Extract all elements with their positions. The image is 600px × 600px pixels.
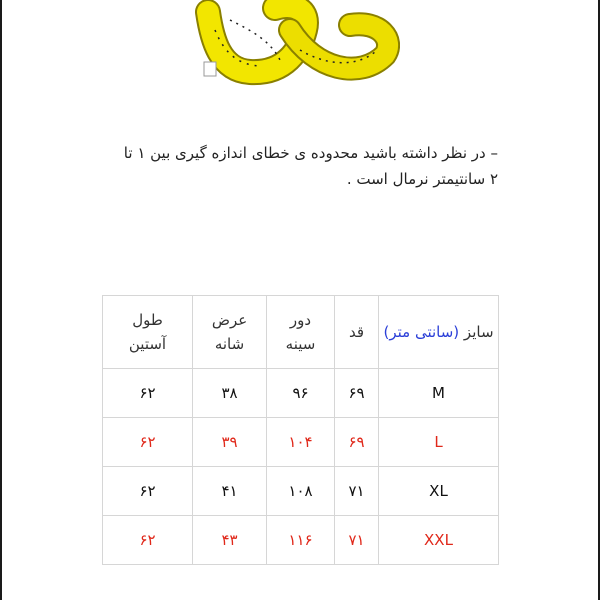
cell-shoulder: ۳۸ [193, 369, 267, 418]
cell-height: ۶۹ [335, 418, 379, 467]
table-row-m [103, 369, 499, 418]
cell-chest: ۱۱۶ [267, 516, 335, 565]
cell-shoulder: ۴۱ [193, 467, 267, 516]
table-row-xxl [103, 516, 499, 565]
cell-chest: ۹۶ [267, 369, 335, 418]
cell-sleeve: ۶۲ [103, 369, 193, 418]
cell-size: L [379, 418, 499, 467]
cell-size: XXL [379, 516, 499, 565]
measurement-error-note [100, 140, 498, 192]
cell-size: M [379, 369, 499, 418]
cell-shoulder: ۳۹ [193, 418, 267, 467]
header-sleeve [103, 296, 193, 369]
cell-size: XL [379, 467, 499, 516]
left-frame-border [0, 0, 2, 600]
cell-sleeve: ۶۲ [103, 467, 193, 516]
cell-height: ۷۱ [335, 467, 379, 516]
cell-height: ۷۱ [335, 516, 379, 565]
header-shoulder [193, 296, 267, 369]
cell-chest: ۱۰۸ [267, 467, 335, 516]
cell-sleeve: ۶۲ [103, 418, 193, 467]
note-line-1: – در نظر داشته باشید محدوده ی خطای اندازه گیری بین ۱ تا [123, 144, 498, 162]
cell-shoulder: ۴۳ [193, 516, 267, 565]
header-sleeve-text: طول آستین [128, 311, 167, 353]
cell-sleeve: ۶۲ [103, 516, 193, 565]
header-chest-text: دور سینه [285, 311, 316, 353]
table-header-row [103, 296, 499, 369]
cell-chest: ۱۰۴ [267, 418, 335, 467]
header-shoulder-text: عرض شانه [211, 311, 248, 353]
header-chest [267, 296, 335, 369]
header-height: قد [335, 296, 379, 369]
header-size-prefix: سایز [463, 323, 494, 341]
cell-height: ۶۹ [335, 369, 379, 418]
measuring-tape-icon [100, 0, 400, 86]
table-row-xl [103, 467, 499, 516]
header-size-unit: (سانتی متر) [383, 323, 460, 341]
measuring-tape-image [100, 0, 400, 86]
note-line-2: ۲ سانتیمتر نرمال است . [346, 170, 498, 188]
size-chart-table [102, 295, 499, 565]
header-size [379, 296, 499, 369]
table-row-l [103, 418, 499, 467]
